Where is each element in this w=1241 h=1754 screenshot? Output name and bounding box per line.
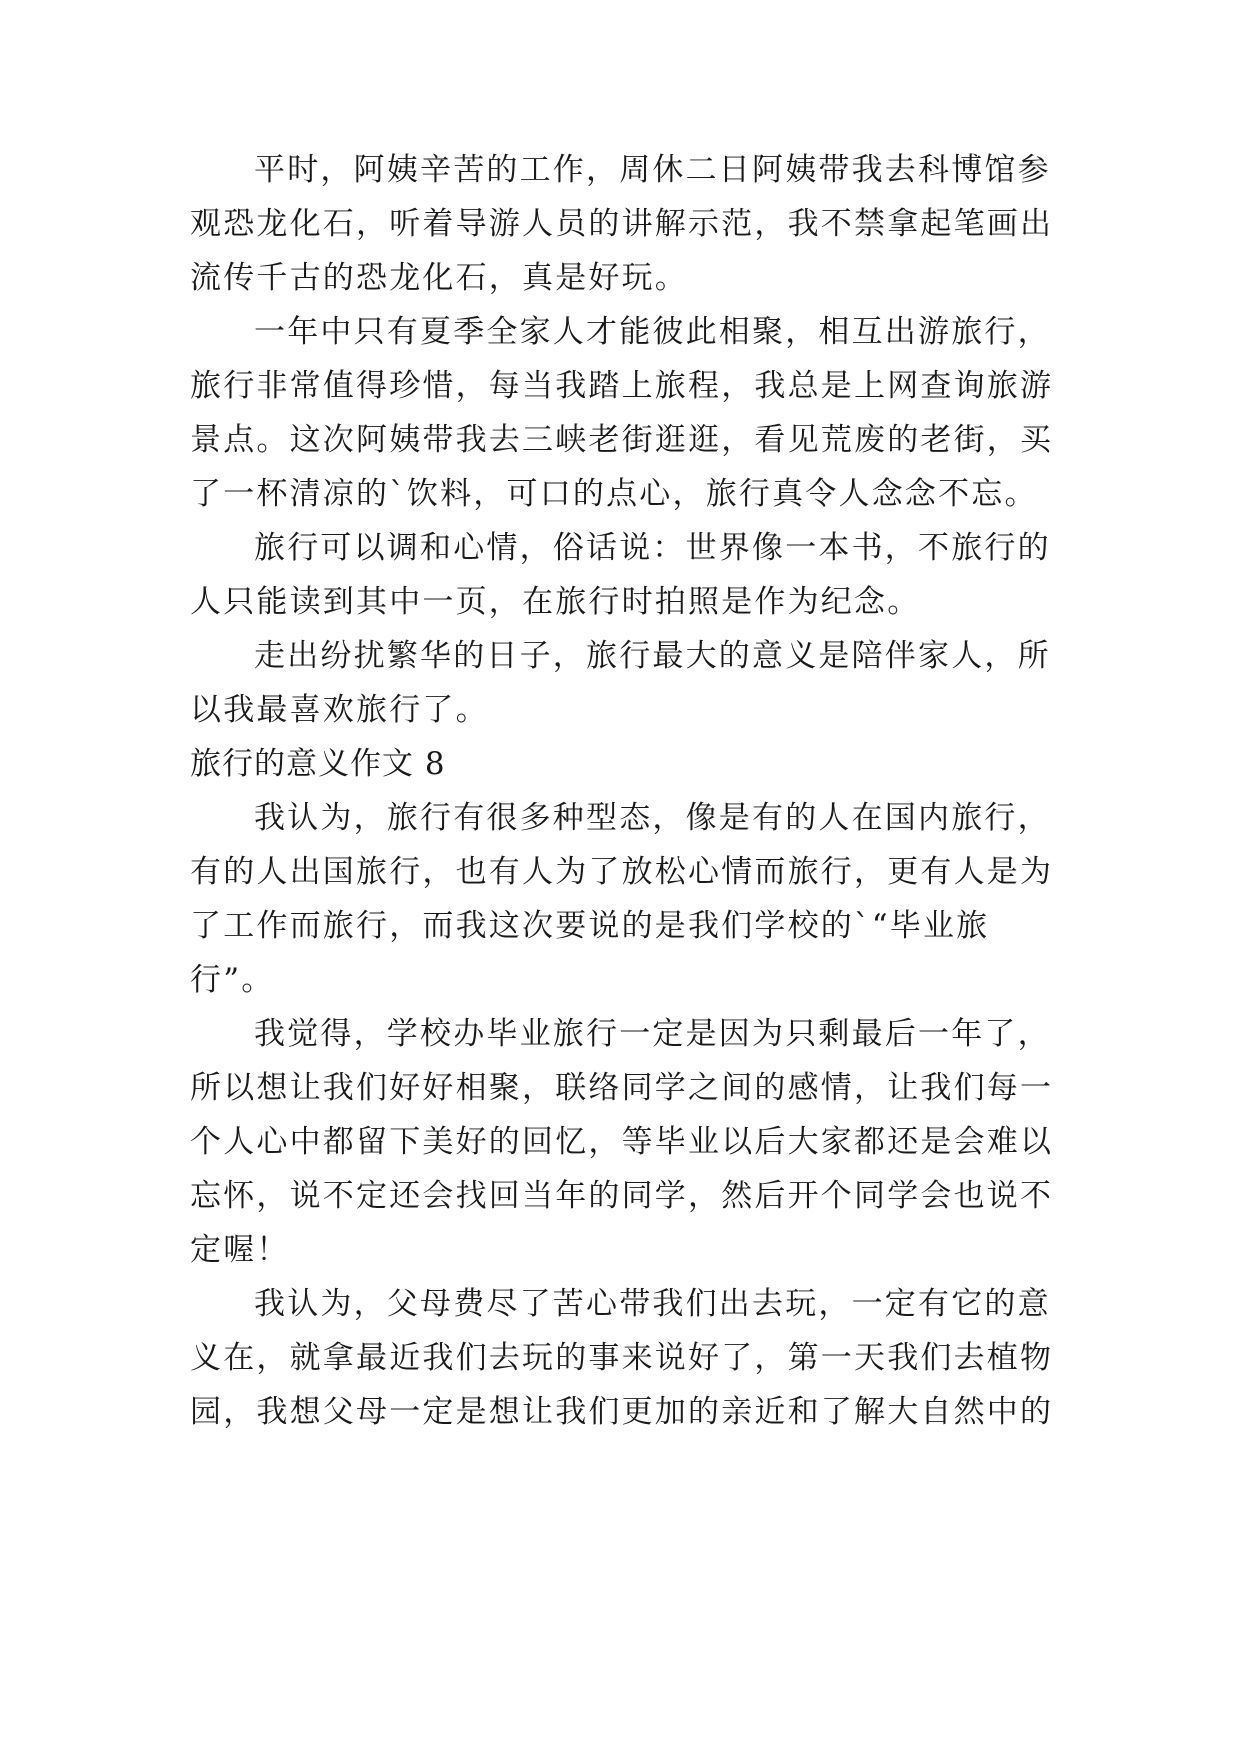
text-line: 定喔！ xyxy=(190,1232,290,1268)
text-line: 以我最喜欢旅行了。 xyxy=(190,692,489,728)
text-line: 忘怀，说不定还会找回当年的同学，然后开个同学会也说不 xyxy=(190,1178,1054,1214)
text-line: 有的人出国旅行，也有人为了放松心情而旅行，更有人是为 xyxy=(190,854,1054,890)
text-line: 个人心中都留下美好的回忆，等毕业以后大家都还是会难以 xyxy=(190,1124,1054,1160)
text-line: 我认为，旅行有很多种型态，像是有的人在国内旅行， xyxy=(254,800,1051,836)
text-line: 义在，就拿最近我们去玩的事来说好了，第一天我们去植物 xyxy=(190,1340,1054,1376)
text-line: 所以想让我们好好相聚，联络同学之间的感情，让我们每一 xyxy=(190,1070,1054,1106)
text-line: 走出纷扰繁华的日子，旅行最大的意义是陪伴家人，所 xyxy=(254,638,1051,674)
text-line: 景点。这次阿姨带我去三峡老街逛逛，看见荒废的老街，买 xyxy=(190,422,1054,458)
section-heading: 旅行的意义作文 8 xyxy=(190,746,446,782)
text-line: 我觉得，学校办毕业旅行一定是因为只剩最后一年了， xyxy=(254,1016,1051,1052)
text-line: 平时，阿姨辛苦的工作，周休二日阿姨带我去科博馆参 xyxy=(254,152,1051,188)
text-line: 我认为，父母费尽了苦心带我们出去玩，一定有它的意 xyxy=(254,1286,1051,1322)
text-line: 人只能读到其中一页，在旅行时拍照是作为纪念。 xyxy=(190,584,921,620)
text-line: 旅行非常值得珍惜，每当我踏上旅程，我总是上网查询旅游 xyxy=(190,368,1054,404)
text-line: 了工作而旅行，而我这次要说的是我们学校的`“毕业旅 xyxy=(190,908,990,944)
text-line: 了一杯清凉的`饮料，可口的点心，旅行真令人念念不忘。 xyxy=(190,476,1038,512)
text-line: 旅行可以调和心情，俗话说：世界像一本书，不旅行的 xyxy=(254,530,1051,566)
text-line: 园，我想父母一定是想让我们更加的亲近和了解大自然中的 xyxy=(190,1394,1054,1430)
text-line: 行”。 xyxy=(190,962,275,998)
text-line: 一年中只有夏季全家人才能彼此相聚，相互出游旅行， xyxy=(254,314,1051,350)
text-line: 流传千古的恐龙化石，真是好玩。 xyxy=(190,260,688,296)
text-line: 观恐龙化石，听着导游人员的讲解示范，我不禁拿起笔画出 xyxy=(190,206,1054,242)
